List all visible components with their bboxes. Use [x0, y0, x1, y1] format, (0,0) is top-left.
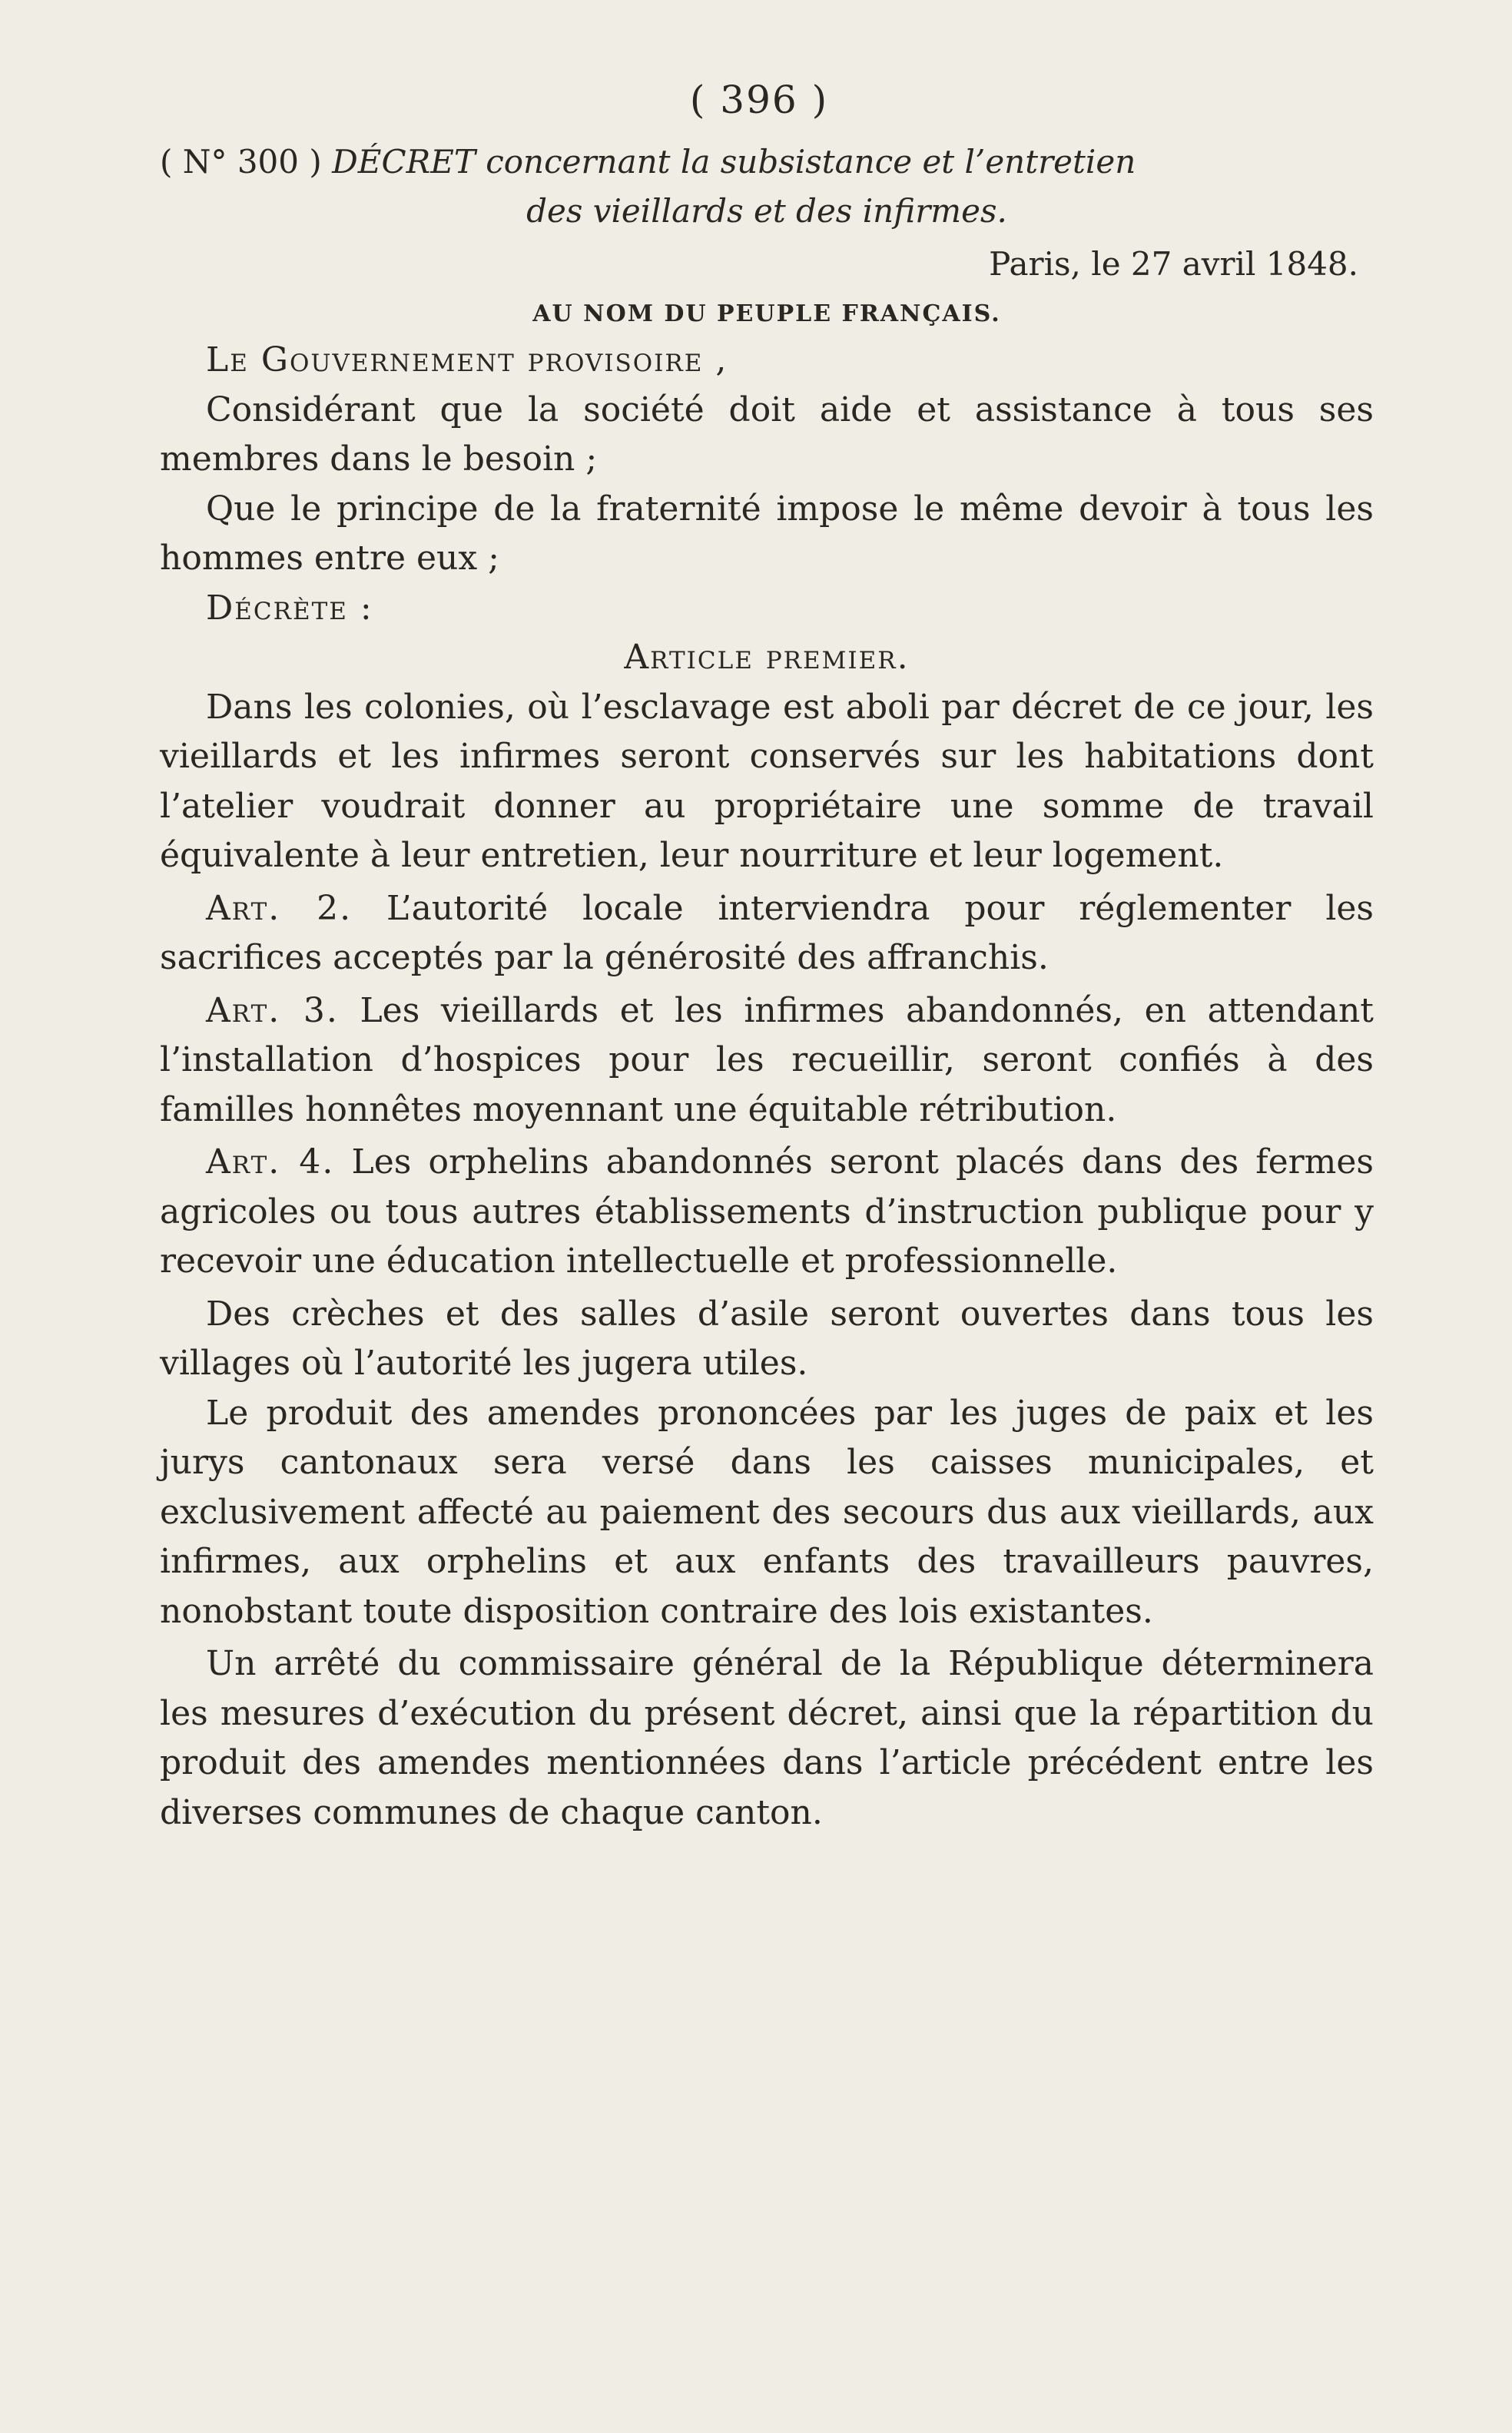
- dateline: Paris, le 27 avril 1848.: [989, 245, 1358, 283]
- article-4: [160, 1138, 1374, 1287]
- gouvernement-provisoire: Le Gouvernement provisoire ,: [206, 340, 728, 380]
- decree-number: ( N° 300 ): [160, 143, 322, 181]
- article-premier-text: Dans les colonies, où l’esclavage est aboli par décret de ce jour, les vieillards et les infirmes seront conservés sur les habitations dont l’atelier voudrait donner au propriétaire une somme de travail équivalente à leur entretien, leur nourriture et leur logement.: [160, 687, 1374, 875]
- article-2: [160, 884, 1374, 983]
- article-3-text: Les vieillards et les infirmes abandonnés, en attendant l’installation d’hospices pour les recueillir, seront confiés à des familles honnêtes moyennant une équitable rétribution.: [160, 990, 1374, 1129]
- arrete-paragraph: Un arrêté du commissaire général de la République déterminera les mesures d’exécution du présent décret, ainsi que la répartition du produit des amendes mentionnées dans l’article précédent entre les diverses communes de chaque canton.: [160, 1644, 1374, 1832]
- article-premier-heading: Article premier.: [624, 638, 910, 677]
- decree-title-line2: des vieillards et des infirmes.: [526, 192, 1007, 230]
- article-2-label: Art. 2.: [206, 888, 353, 928]
- amendes-paragraph: Le produit des amendes prononcées par les juges de paix et les jurys cantonaux sera versé dans les caisses municipales, et exclusivement affecté au paiement des secours dus aux vieillards, aux infirmes, aux orphelins et aux enfants des travailleurs pauvres, nonobstant toute disposition contraire des lois existantes.: [160, 1393, 1374, 1631]
- article-4-label: Art. 4.: [206, 1142, 335, 1182]
- creches-paragraph: Des crèches et des salles d’asile seront ouvertes dans tous les villages où l’autorité les jugera utiles.: [160, 1294, 1374, 1383]
- article-4-text: Les orphelins abandonnés seront placés dans des fermes agricoles ou tous autres établissements d’instruction publique pour y recevoir une éducation intellectuelle et professionnelle.: [160, 1142, 1374, 1281]
- decrete-label: Décrète :: [206, 588, 373, 628]
- decree-heading: [160, 138, 1374, 187]
- article-3: [160, 986, 1374, 1135]
- fraternite-paragraph: Que le principe de la fraternité impose le même devoir à tous les hommes entre eux ;: [160, 489, 1374, 578]
- page-text-block: [160, 73, 1374, 1838]
- au-nom-du-peuple: AU NOM DU PEUPLE FRANÇAIS.: [532, 300, 1001, 327]
- decree-title-line1: DÉCRET concernant la subsistance et l’entretien: [332, 143, 1136, 181]
- considerant-paragraph: Considérant que la société doit aide et assistance à tous ses membres dans le besoin ;: [160, 389, 1374, 479]
- page-number: ( 396 ): [689, 78, 829, 122]
- article-3-label: Art. 3.: [206, 990, 339, 1030]
- article-2-text: L’autorité locale interviendra pour réglementer les sacrifices acceptés par la générosité des affranchis.: [160, 888, 1374, 977]
